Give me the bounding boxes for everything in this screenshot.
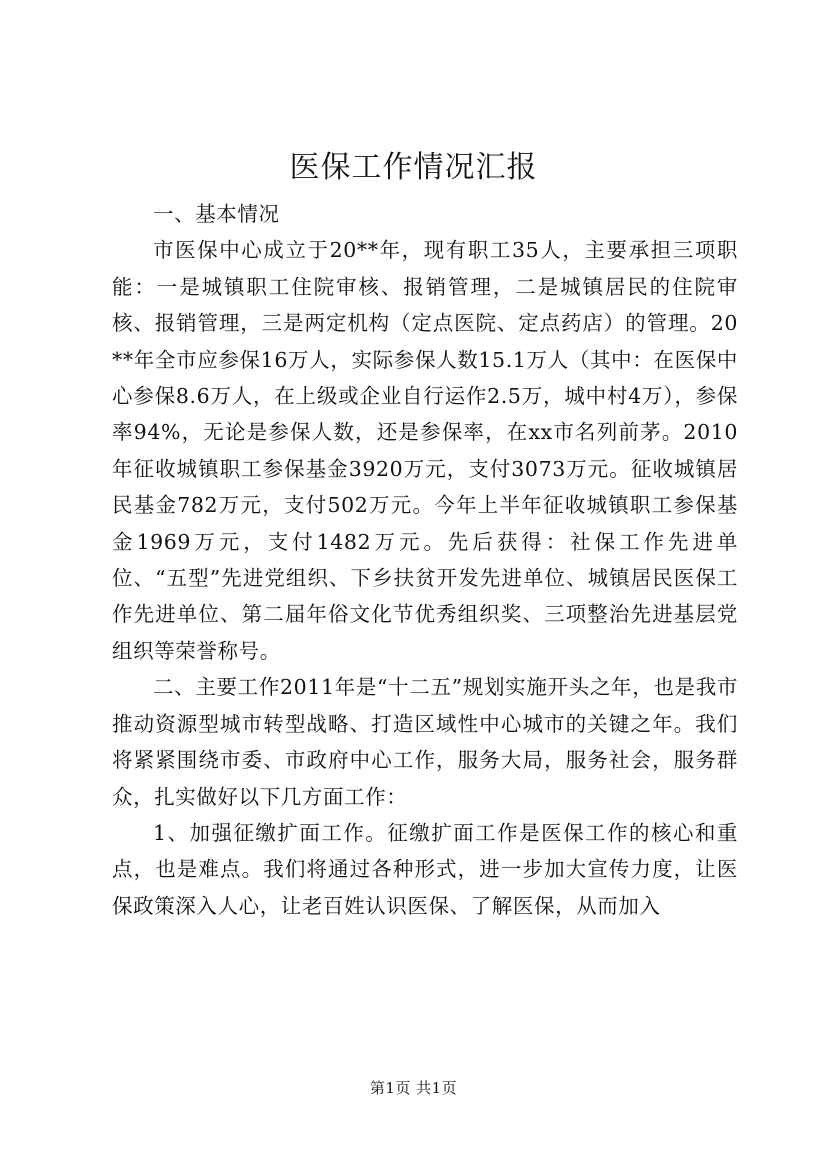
- page-footer: 第1页 共1页: [369, 1079, 458, 1097]
- document-title: 医保工作情况汇报: [289, 150, 538, 185]
- section-heading-basic-situation: 一、基本情况: [153, 202, 280, 226]
- document-body: [112, 196, 738, 924]
- paragraph-basic-situation: 市医保中心成立于20**年，现有职工35人，主要承担三项职能：一是城镇职工住院审核、报销管理，二是城镇居民的住院审核、报销管理，三是两定机构（定点医院、定点药店）的管理。20**年全市应参保16万人，实际参保人数15.1万人（其中：在医保中心参保8.6万人，在上级或企业自行运作2.5万，城中村4万），参保率94%，无论是参保人数，还是参保率，在xx市名列前茅。2010年征收城镇职工参保基金3920万元，支付3073万元。征收城镇居民基金782万元，支付502万元。今年上半年征收城镇职工参保基金1969万元，支付1482万元。先后获得：社保工作先进单位、“五型”先进党组织、下乡扶贫开发先进单位、城镇居民医保工作先进单位、第二届年俗文化节优秀组织奖、三项整治先进基层党组织等荣誉称号。: [112, 238, 738, 663]
- paragraph-collection-expansion: 1、加强征缴扩面工作。征缴扩面工作是医保工作的核心和重点，也是难点。我们将通过各种形式，进一步加大宣传力度，让医保政策深入人心，让老百姓认识医保、了解医保，从而加入: [112, 820, 738, 918]
- paragraph-main-work: 二、主要工作2011年是“十二五”规划实施开头之年，也是我市推动资源型城市转型战略、打造区域性中心城市的关键之年。我们将紧紧围绕市委、市政府中心工作，服务大局，服务社会，服务群众，扎实做好以下几方面工作：: [112, 675, 738, 809]
